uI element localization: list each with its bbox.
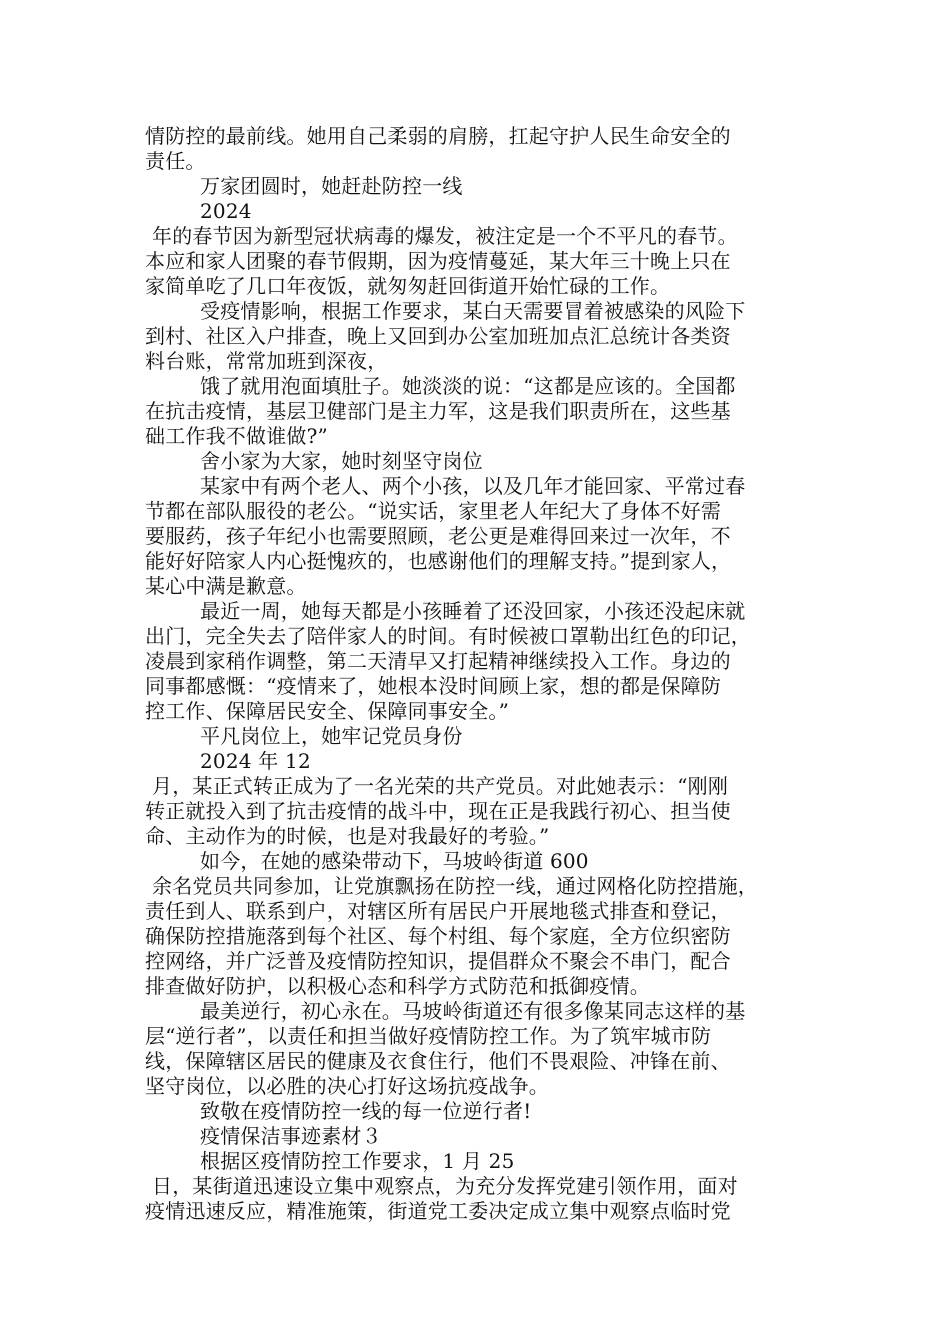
text-line: 线，保障辖区居民的健康及衣食住行，他们不畏艰险、冲锋在前、 xyxy=(145,1049,731,1073)
text-line: 控网络，并广泛普及疫情防控知识，提倡群众不聚会不串门，配合 xyxy=(145,949,731,973)
text-line: 疫情迅速反应，精准施策，街道党工委决定成立集中观察点临时党 xyxy=(145,1199,731,1223)
text-line: 转正就投入到了抗击疫情的战斗中，现在正是我践行初心、担当使 xyxy=(145,799,731,823)
section-heading: 平凡岗位上，她牢记党员身份 xyxy=(200,724,463,748)
text-line: 本应和家人团聚的春节假期，因为疫情蔓延，某大年三十晚上只在 xyxy=(145,249,731,273)
text-line: 受疫情影响，根据工作要求，某白天需要冒着被感染的风险下 xyxy=(200,299,746,323)
text-line: 凌晨到家稍作调整，第二天清早又打起精神继续投入工作。身边的 xyxy=(145,649,731,673)
text-line: 最美逆行，初心永在。马坡岭街道还有很多像某同志这样的基 xyxy=(200,999,746,1023)
text-line: 最近一周，她每天都是小孩睡着了还没回家，小孩还没起床就 xyxy=(200,599,746,623)
text-line: 致敬在疫情防控一线的每一位逆行者! xyxy=(200,1099,532,1123)
text-line: 日，某街道迅速设立集中观察点，为充分发挥党建引领作用，面对 xyxy=(152,1174,738,1198)
text-line: 础工作我不做谁做?” xyxy=(145,424,328,448)
text-line: 余名党员共同参加，让党旗飘扬在防控一线，通过网格化防控措施， xyxy=(152,874,758,898)
text-line: 到村、社区入户排查，晚上又回到办公室加班加点汇总统计各类资 xyxy=(145,324,731,348)
text-line: 月，某正式转正成为了一名光荣的共产党员。对此她表示：“刚刚 xyxy=(152,774,729,798)
text-line: 要服药，孩子年纪小也需要照顾，老公更是难得回来过一次年，不 xyxy=(145,524,731,548)
text-line: 出门，完全失去了陪伴家人的时间。有时候被口罩勒出红色的印记， xyxy=(145,624,751,648)
text-line: 年的春节因为新型冠状病毒的爆发，被注定是一个不平凡的春节。 xyxy=(152,224,738,248)
section-heading: 万家团圆时，她赶赴防控一线 xyxy=(200,174,463,198)
text-line: 责任。 xyxy=(145,149,206,173)
text-line: 情防控的最前线。她用自己柔弱的肩膀，扛起守护人民生命安全的 xyxy=(145,124,731,148)
text-line: 控工作、保障居民安全、保障同事安全。” xyxy=(145,699,510,723)
text-line: 责任到人、联系到户，对辖区所有居民户开展地毯式排查和登记， xyxy=(145,899,731,923)
text-line: 某家中有两个老人、两个小孩，以及几年才能回家、平常过春 xyxy=(200,474,746,498)
text-line: 根据区疫情防控工作要求，1 月 25 xyxy=(200,1149,515,1173)
text-line: 在抗击疫情，基层卫健部门是主力军，这是我们职责所在，这些基 xyxy=(145,399,731,423)
text-line: 同事都感慨：“疫情来了，她根本没时间顾上家，想的都是保障防 xyxy=(145,674,722,698)
text-line: 命、主动作为的时候，也是对我最好的考验。” xyxy=(145,824,550,848)
text-line: 节都在部队服役的老公。“说实话，家里老人年纪大了身体不好需 xyxy=(145,499,722,523)
text-line: 2024 xyxy=(200,199,252,223)
text-line: 层“逆行者”，以责任和担当做好疫情防控工作。为了筑牢城市防 xyxy=(145,1024,712,1048)
section-heading: 疫情保洁事迹素材３ xyxy=(200,1124,382,1148)
section-heading: 舍小家为大家，她时刻坚守岗位 xyxy=(200,449,483,473)
text-line: 家简单吃了几口年夜饭，就匆匆赶回街道开始忙碌的工作。 xyxy=(145,274,671,298)
text-line: 料台账，常常加班到深夜， xyxy=(145,349,388,373)
text-line: 排查做好防护，以积极心态和科学方式防范和抵御疫情。 xyxy=(145,974,650,998)
text-line: 如今，在她的感染带动下，马坡岭街道 600 xyxy=(200,849,589,873)
text-line: 确保防控措施落到每个社区、每个村组、每个家庭，全方位织密防 xyxy=(145,924,731,948)
text-line: 坚守岗位，以必胜的决心打好这场抗疫战争。 xyxy=(145,1074,549,1098)
text-line: 能好好陪家人内心挺愧疚的，也感谢他们的理解支持。”提到家人， xyxy=(145,549,732,573)
text-line: 饿了就用泡面填肚子。她淡淡的说：“这都是应该的。全国都 xyxy=(200,374,736,398)
text-line: 2024 年 12 xyxy=(200,749,311,773)
text-line: 某心中满是歉意。 xyxy=(145,574,307,598)
